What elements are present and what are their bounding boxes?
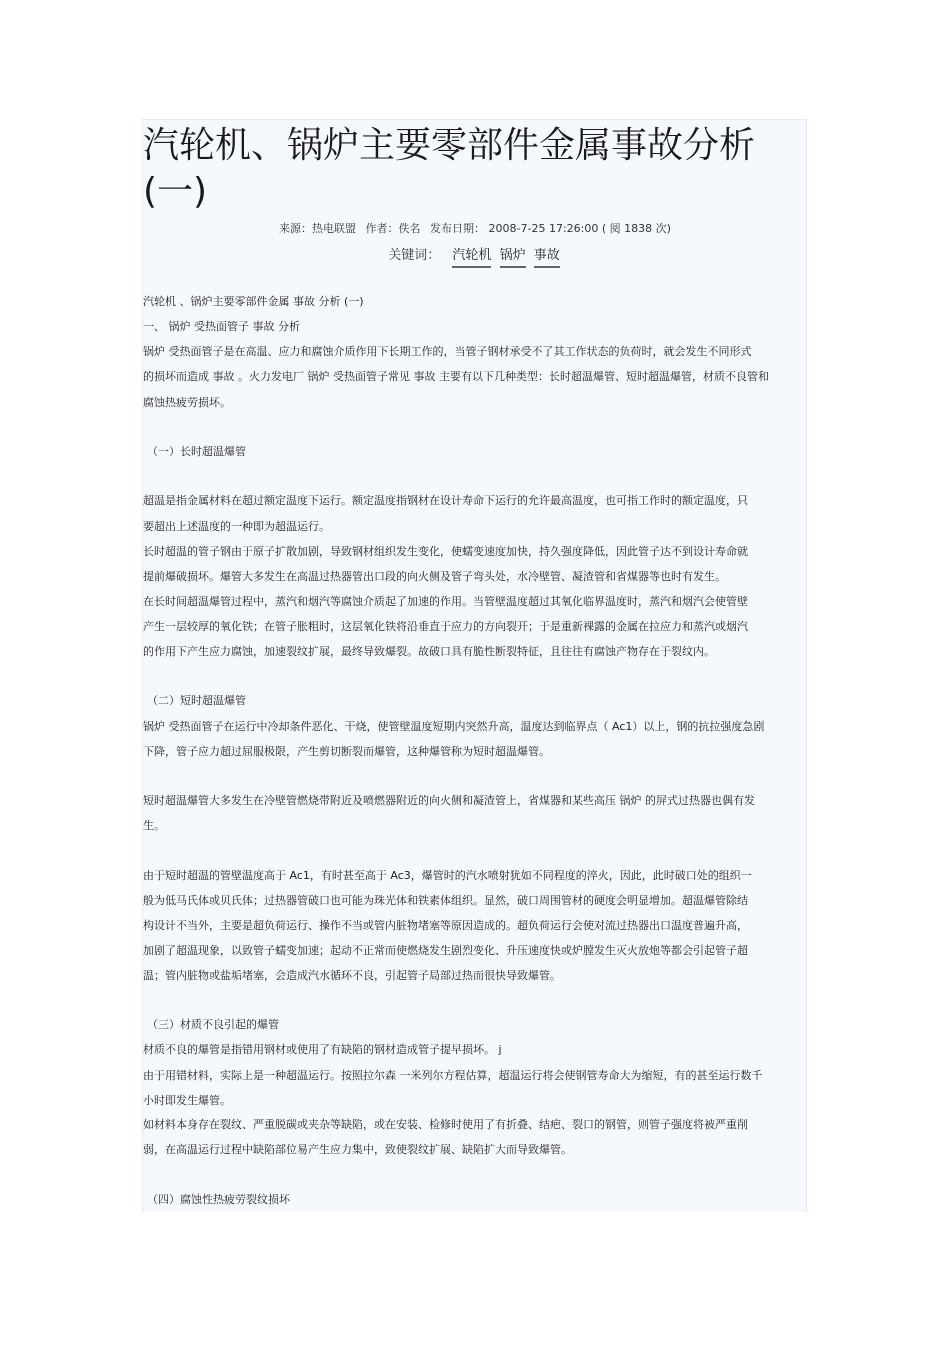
meta-date: 发布日期： 2008-7-25 17:26:00 ( 阅 1838 次)	[430, 222, 671, 235]
section-title: （三）材质不良引起的爆管	[147, 1018, 279, 1031]
keyword-link[interactable]: 事故	[534, 244, 560, 268]
paragraph-line: 长时超温的管子钢由于原子扩散加剧，导致钢材组织发生变化，使蠕变速度加快，持久强度降低，因此管子达不到设计寿命就	[143, 545, 748, 558]
paragraph-line: 构设计不当外，主要是超负荷运行、操作不当或管内脏物堵塞等原因造成的。超负荷运行会使对流过热器出口温度普遍升高，	[143, 919, 748, 932]
paragraph-line: 温；管内脏物或盐垢堵塞，会造成汽水循环不良，引起管子局部过热而很快导致爆管。	[143, 969, 561, 982]
title-line-2: (一)	[143, 171, 208, 212]
paragraph-line: 超温是指金属材料在超过额定温度下运行。额定温度指钢材在设计寿命下运行的允许最高温度，也可指工作时的额定温度，只	[143, 494, 748, 507]
paragraph-line: 下降，管子应力超过屈服极限，产生剪切断裂而爆管，这种爆管称为短时超温爆管。	[143, 745, 550, 758]
paragraph-line: 要超出上述温度的一种即为超温运行。	[143, 520, 330, 533]
paragraph-line: 由于用错材料，实际上是一种超温运行。按照拉尔森 一米列尔方程估算，超温运行将会使钢管寿命大为缩短，有的甚至运行数千	[143, 1069, 763, 1082]
meta-author: 作者：佚名	[365, 222, 421, 235]
meta-source: 来源：热电联盟	[279, 222, 357, 235]
paragraph-line: 在长时间超温爆管过程中，蒸汽和烟汽等腐蚀介质起了加速的作用。当管壁温度超过其氧化临界温度时，蒸汽和烟汽会使管壁	[143, 595, 748, 608]
title-line-1: 汽轮机、锅炉主要零部件金属事故分析	[143, 125, 756, 166]
paragraph-line: 材质不良的爆管是指错用钢材或使用了有缺陷的钢材造成管子提早损坏。 j	[143, 1043, 502, 1056]
paragraph-line: 弱，在高温运行过程中缺陷部位易产生应力集中，致使裂纹扩展、缺陷扩大而导致爆管。	[143, 1143, 572, 1156]
section-title: （二）短时超温爆管	[147, 694, 246, 707]
paragraph-line: 腐蚀热疲劳损坏。	[143, 396, 231, 409]
paragraph-line: 生。	[143, 819, 165, 832]
paragraph-line: 产生一层较厚的氧化铁；在管子胀粗时，这层氧化铁将沿垂直于应力的方向裂开；于是重新裸露的金属在拉应力和蒸汽或烟汽	[143, 620, 748, 633]
paragraph-line: 提前爆破损坏。爆管大多发生在高温过热器管出口段的向火侧及管子弯头处，水冷壁管、凝渣管和省煤器等也时有发生。	[143, 570, 726, 583]
keyword-link[interactable]: 锅炉	[500, 244, 526, 268]
article-meta	[0, 220, 950, 236]
body-heading: 汽轮机 、锅炉主要零部件金属 事故 分析 (一)	[143, 295, 364, 308]
article-title	[143, 123, 783, 215]
section-title: （四）腐蚀性热疲劳裂纹损坏	[147, 1193, 290, 1206]
keyword-link[interactable]: 汽轮机	[452, 244, 491, 268]
paragraph-line: 锅炉 受热面管子是在高温、应力和腐蚀介质作用下长期工作的，当管子钢材承受不了其工作状态的负荷时，就会发生不同形式	[143, 345, 752, 358]
paragraph-line: 由于短时超温的管壁温度高于 Ac1，有时甚至高于 Ac3，爆管时的汽水喷射犹如不同程度的淬火，因此，此时破口处的组织一	[143, 869, 752, 882]
paragraph-line: 短时超温爆管大多发生在冷壁管燃烧带附近及喷燃器附近的向火侧和凝渣管上，省煤器和某些高压 锅炉 的屏式过热器也偶有发	[143, 794, 755, 807]
section-title: （一）长时超温爆管	[147, 445, 246, 458]
paragraph-line: 加剧了超温现象，以致管子蠕变加速；起动不正常而使燃烧发生剧烈变化、升压速度快或炉膛发生灭火放炮等都会引起管子超	[143, 944, 748, 957]
paragraph-line: 的作用下产生应力腐蚀，加速裂纹扩展，最终导致爆裂。故破口具有脆性断裂特征，且往往有腐蚀产物存在于裂纹内。	[143, 645, 715, 658]
keywords-bar	[0, 244, 950, 268]
keywords-label: 关键词：	[388, 248, 441, 263]
paragraph-line: 锅炉 受热面管子在运行中冷却条件恶化、干烧，使管壁温度短期内突然升高，温度达到临界点（ Ac1）以上，钢的抗拉强度急剧	[143, 720, 765, 733]
paragraph-line: 般为低马氏体或贝氏体；过热器管破口也可能为珠光体和铁素体组织。显然，破口周围管材的硬度会明显增加。超温爆管除结	[143, 894, 748, 907]
paragraph-line: 如材料本身存在裂纹、严重脱碳或夹杂等缺陷，或在安装、检修时使用了有折叠、结疤、裂口的钢管，则管子强度将被严重削	[143, 1118, 748, 1131]
paragraph-line: 的损坏而造成 事故 。火力发电厂 锅炉 受热面管子常见 事故 主要有以下几种类型：长时超温爆管、短时超温爆管，材质不良管和	[143, 370, 769, 383]
part-heading: 一、 锅炉 受热面管子 事故 分析	[143, 320, 300, 333]
paragraph-line: 小时即发生爆管。	[143, 1094, 231, 1107]
